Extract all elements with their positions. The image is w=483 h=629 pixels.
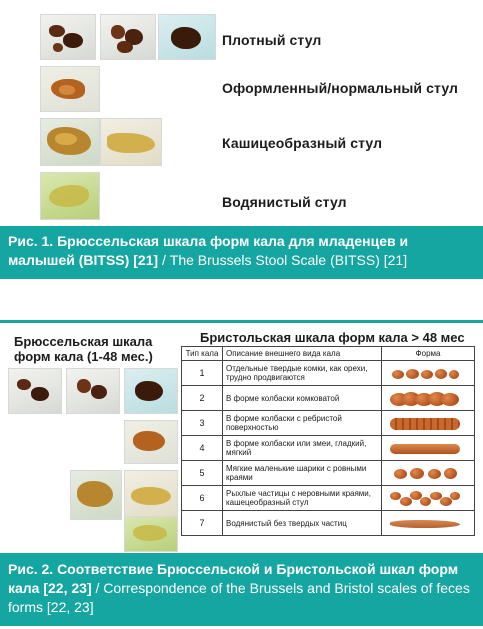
description-cell: В форме колбаски с ребристой поверхностью — [223, 411, 382, 436]
description-cell: В форме колбаски или змеи, гладкий, мягкий — [223, 436, 382, 461]
stool-shape-type-6 — [388, 490, 468, 506]
type-cell: 6 — [182, 486, 223, 511]
table-row — [182, 486, 475, 511]
stool-photo-formed — [40, 66, 100, 112]
brussels-photo-mushy-1 — [70, 470, 122, 520]
figure-1-caption — [0, 226, 483, 276]
type-cell: 3 — [182, 411, 223, 436]
stool-shape-type-3 — [388, 415, 468, 431]
label-hard-stool: Плотный стул — [222, 32, 322, 48]
type-cell: 7 — [182, 511, 223, 536]
type-cell: 5 — [182, 461, 223, 486]
stool-shape-type-2 — [388, 390, 468, 406]
brussels-photo-hard-2 — [66, 368, 120, 414]
table-row — [182, 386, 475, 411]
stool-photo-hard-2 — [100, 14, 156, 60]
stool-photo-mushy-1 — [40, 118, 100, 166]
stool-photo-watery — [40, 172, 100, 220]
shape-cell — [382, 511, 475, 536]
figure-2-caption-english: / Correspondence of the Brussels and Bristol scales of feces forms [22, 23] — [8, 580, 470, 615]
stool-photo-mushy-2 — [100, 118, 162, 166]
header-description: Описание внешнего вида кала — [223, 347, 382, 361]
type-cell: 4 — [182, 436, 223, 461]
description-cell: Рыхлые частицы с неровными краями, кашецеобразный стул — [223, 486, 382, 511]
brussels-photo-hard-1 — [8, 368, 62, 414]
figure-1-caption-english: / The Brussels Stool Scale (BITSS) [21] — [158, 252, 408, 268]
brussels-photo-formed — [124, 420, 178, 464]
brussels-scale-title: Брюссельская шкала форм кала (1-48 мес.) — [14, 334, 153, 364]
brussels-photo-watery — [124, 516, 178, 552]
shape-cell — [382, 411, 475, 436]
stool-shape-type-4 — [388, 440, 468, 456]
label-formed-stool: Оформленный/нормальный стул — [222, 80, 459, 96]
description-cell: В форме колбаски комковатой — [223, 386, 382, 411]
stool-photo-hard-1 — [40, 14, 96, 60]
shape-cell — [382, 436, 475, 461]
table-header-row — [182, 347, 475, 361]
bristol-scale-table — [181, 346, 475, 536]
label-mushy-stool: Кашицеобразный стул — [222, 135, 383, 151]
description-cell: Водянистый без твердых частиц — [223, 511, 382, 536]
figure-2-caption-title: Рис. 2. Соответствие Брюссельской и Бристольской шкал форм кала [22, 23] — [8, 561, 459, 596]
description-cell: Отдельные твердые комки, как орехи, трудно продвигаются — [223, 361, 382, 386]
table-row — [182, 361, 475, 386]
figure-1-caption-title: Рис. 1. Брюссельская шкала форм кала для младенцев и малышей (BITSS) [21] — [8, 233, 409, 268]
stool-photo-hard-3 — [158, 14, 216, 60]
table-row — [182, 511, 475, 536]
label-watery-stool: Водянистый стул — [222, 194, 347, 210]
shape-cell — [382, 461, 475, 486]
brussels-photo-mushy-2 — [124, 470, 178, 520]
table-row — [182, 461, 475, 486]
type-cell: 1 — [182, 361, 223, 386]
brussels-photo-hard-3 — [124, 368, 178, 414]
table-row — [182, 411, 475, 436]
stool-shape-type-7 — [388, 515, 468, 531]
shape-cell — [382, 361, 475, 386]
stool-shape-type-5 — [388, 465, 468, 481]
description-cell: Мягкие маленькие шарики с ровными краями — [223, 461, 382, 486]
shape-cell — [382, 386, 475, 411]
header-shape: Форма — [382, 347, 475, 361]
figure-2-caption — [0, 553, 483, 626]
bristol-scale-title: Бристольская шкала форм кала > 48 мес — [200, 330, 465, 345]
table-row — [182, 436, 475, 461]
shape-cell — [382, 486, 475, 511]
type-cell: 2 — [182, 386, 223, 411]
header-type: Тип кала — [182, 347, 223, 361]
stool-shape-type-1 — [388, 365, 468, 381]
